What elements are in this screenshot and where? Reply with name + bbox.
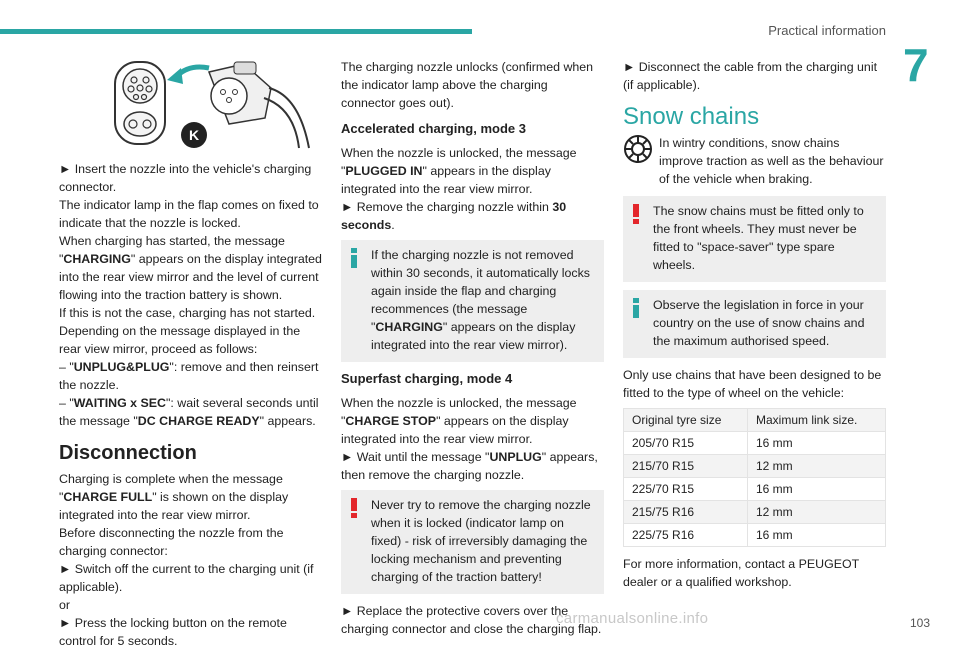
snow-chain-icon <box>623 134 653 164</box>
watermark: carmanualsonline.info <box>556 610 709 627</box>
figure-badge <box>181 122 207 148</box>
wait-unplug-text: ► Wait until the message "UNPLUG" appears, then remove the charging nozzle. <box>341 450 598 482</box>
charge-stop-text: When the nozzle is unlocked, the message "CHARGE STOP" appears on the display integrated into the rear view mirror. <box>341 396 577 446</box>
instruction-insert: ► Insert the nozzle into the vehicle's charging connector. <box>59 162 312 194</box>
snow-intro <box>623 134 886 188</box>
warning-note-locked <box>341 490 604 594</box>
charging-connector-figure <box>59 58 323 154</box>
link-size-cell: 12 mm <box>748 455 886 478</box>
header-accent-bar <box>0 29 472 34</box>
link-size-cell: 16 mm <box>748 478 886 501</box>
snow-intro-text: In wintry conditions, snow chains improve traction as well as the behaviour of the vehicle when braking. <box>659 136 884 186</box>
link-size-cell: 16 mm <box>748 524 886 547</box>
unplug-plug-text: – "UNPLUG&PLUG": remove and then reinsert the nozzle. <box>59 360 319 392</box>
tyre-size-cell: 205/70 R15 <box>624 432 748 455</box>
table-row <box>624 478 886 501</box>
column-2 <box>341 58 604 638</box>
depending-text: Depending on the message displayed in the rear view mirror, proceed as follows: <box>59 324 301 356</box>
figure-badge-label: K <box>188 127 200 143</box>
chapter-number: 7 <box>903 39 929 91</box>
info-note-relock <box>341 240 604 362</box>
disconnection-heading: Disconnection <box>59 442 197 464</box>
replace-covers-text: ► Replace the protective covers over the charging connector and close the charging flap. <box>341 604 602 636</box>
tyre-size-cell: 215/75 R16 <box>624 501 748 524</box>
remove-within-text: ► Remove the charging nozzle within 30 seconds. <box>341 200 567 232</box>
info-icon <box>351 248 357 268</box>
warning-note-front-wheels <box>623 196 886 282</box>
warning-icon <box>633 204 639 224</box>
table-header-cell: Original tyre size <box>624 409 748 432</box>
link-size-cell: 16 mm <box>748 432 886 455</box>
page-number: 103 <box>909 616 930 630</box>
nozzle-unlocks-text: The charging nozzle unlocks (confirmed when the indicator lamp above the charging connector goes out). <box>341 60 594 110</box>
snow-chains-heading: Snow chains <box>623 103 760 130</box>
not-started-text: If this is not the case, charging has not started. <box>59 306 316 320</box>
plugged-in-text: When the nozzle is unlocked, the message "PLUGGED IN" appears in the display integrated into the rear view mirror. <box>341 146 577 196</box>
charge-full-text: Charging is complete when the message "CHARGE FULL" is shown on the display integrated into the rear view mirror. <box>59 472 289 522</box>
front-wheels-text: The snow chains must be fitted only to the front wheels. They must never be fitted to "space-saver" type spare wheels. <box>653 204 864 272</box>
table-row <box>624 524 886 547</box>
table-header-cell: Maximum link size. <box>748 409 886 432</box>
tyre-size-cell: 225/75 R16 <box>624 524 748 547</box>
tyre-size-table <box>623 408 886 547</box>
tyre-size-cell: 225/70 R15 <box>624 478 748 501</box>
mode4-heading: Superfast charging, mode 4 <box>341 371 513 386</box>
more-info-text: For more information, contact a PEUGEOT dealer or a qualified workshop. <box>623 557 859 589</box>
never-remove-text: Never try to remove the charging nozzle when it is locked (indicator lamp on fixed) - risk of irreversibly damaging the locking mechanism and preventing charging of the traction battery! <box>371 498 591 584</box>
table-row <box>624 455 886 478</box>
mode3-heading: Accelerated charging, mode 3 <box>341 121 526 136</box>
section-title: Practical information <box>768 23 886 38</box>
link-size-cell: 12 mm <box>748 501 886 524</box>
column-3 <box>623 58 886 591</box>
column-1 <box>59 58 323 650</box>
charging-started-text: When charging has started, the message "CHARGING" appears on the display integrated into the rear view mirror and the level of current flowing into the traction battery is shown. <box>59 234 322 302</box>
switch-off-text: ► Switch off the current to the charging unit (if applicable). <box>59 562 314 594</box>
relock-text: If the charging nozzle is not removed within 30 seconds, it automatically locks again inside the flap and charging recommences (the message "CHARGING" appears on the display integrated into the rear view mirror). <box>371 248 591 352</box>
table-row <box>624 501 886 524</box>
legislation-text: Observe the legislation in force in your country on the use of snow chains and the maximum authorised speed. <box>653 298 865 348</box>
warning-icon <box>351 498 357 518</box>
table-row <box>624 432 886 455</box>
before-disconnect-text: Before disconnecting the nozzle from the charging connector: <box>59 526 284 558</box>
waiting-text: – "WAITING x SEC": wait several seconds until the message "DC CHARGE READY" appears. <box>59 396 319 428</box>
chains-designed-text: Only use chains that have been designed to be fitted to the type of wheel on the vehicle: <box>623 368 882 400</box>
press-lock-text: ► Press the locking button on the remote control for 5 seconds. <box>59 616 287 648</box>
info-note-legislation <box>623 290 886 358</box>
tyre-size-cell: 215/70 R15 <box>624 455 748 478</box>
lamp-fixed-text: The indicator lamp in the flap comes on fixed to indicate that the nozzle is locked. <box>59 198 319 230</box>
info-icon <box>633 298 639 318</box>
table-header-row <box>624 409 886 432</box>
or-text: or <box>59 598 71 612</box>
disconnect-cable-text: ► Disconnect the cable from the charging unit (if applicable). <box>623 60 878 92</box>
